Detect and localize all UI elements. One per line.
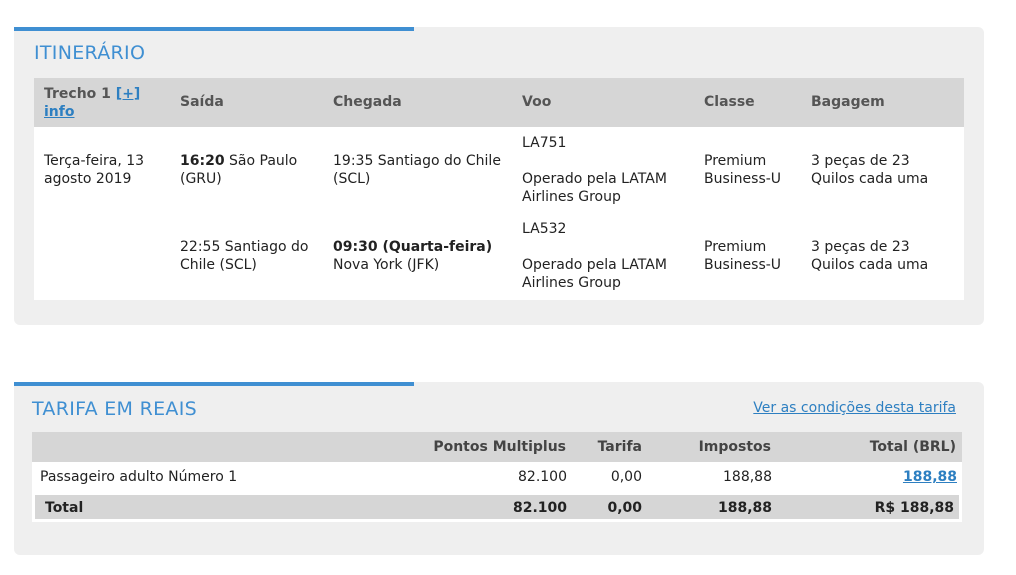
info-link[interactable]: [+] info [44, 86, 141, 120]
segment-1-flight: LA751 Operado pela LATAM Airlines Group [522, 135, 667, 205]
total-tarifa: 0,00 [607, 500, 642, 516]
header-trecho-label: Trecho 1 [44, 86, 111, 102]
header-classe: Classe [704, 94, 755, 110]
segment-2-baggage: 3 peças de 23 Quilos cada uma [811, 239, 929, 273]
segment-2-class: Premium Business-U [704, 239, 782, 273]
passenger-label: Passageiro adulto Número 1 [40, 469, 238, 485]
header-total: Total (BRL) [869, 439, 956, 455]
itinerary-title: ITINERÁRIO [34, 42, 146, 64]
segment-2-flight: LA532 Operado pela LATAM Airlines Group [522, 221, 667, 291]
total-label: Total [45, 500, 84, 516]
header-saida: Saída [180, 94, 224, 110]
header-bagagem: Bagagem [811, 94, 885, 110]
header-voo: Voo [522, 94, 552, 110]
header-trecho [44, 85, 140, 121]
tariff-title: TARIFA EM REAIS [32, 398, 197, 420]
segment-2-arrival: 09:30 (Quarta-feira) Nova York (JFK) [333, 239, 493, 273]
header-chegada: Chegada [333, 94, 402, 110]
header-tarifa: Tarifa [597, 439, 642, 455]
passenger-tarifa: 0,00 [610, 469, 642, 485]
header-impostos: Impostos [698, 439, 771, 455]
itinerary-table [34, 78, 964, 300]
fare-conditions-link[interactable]: Ver as condições desta tarifa [753, 400, 956, 416]
flight-date: Terça-feira, 13 agosto 2019 [44, 153, 145, 187]
panel-accent-bar [14, 27, 414, 31]
segment-1-baggage: 3 peças de 23 Quilos cada uma [811, 153, 929, 187]
total-row [32, 492, 962, 522]
segment-1-departure: 16:20 São Paulo (GRU) [180, 153, 298, 187]
header-pontos: Pontos Multiplus [433, 439, 566, 455]
passenger-impostos: 188,88 [723, 469, 772, 485]
panel-accent-bar [14, 382, 414, 386]
tariff-panel [14, 382, 984, 555]
total-pontos: 82.100 [512, 500, 567, 516]
segment-1-arrival: 19:35 Santiago do Chile (SCL) [333, 153, 501, 187]
segment-1-class: Premium Business-U [704, 153, 782, 187]
total-impostos: 188,88 [717, 500, 772, 516]
itinerary-header-row [34, 78, 964, 127]
itinerary-panel [14, 27, 984, 325]
tariff-header-row [32, 432, 962, 462]
passenger-total-link[interactable]: 188,88 [902, 469, 957, 485]
passenger-pontos: 82.100 [518, 469, 567, 485]
total-amount: R$ 188,88 [874, 500, 954, 516]
segment-2-departure: 22:55 Santiago do Chile (SCL) [180, 239, 309, 273]
passenger-row [32, 462, 962, 492]
